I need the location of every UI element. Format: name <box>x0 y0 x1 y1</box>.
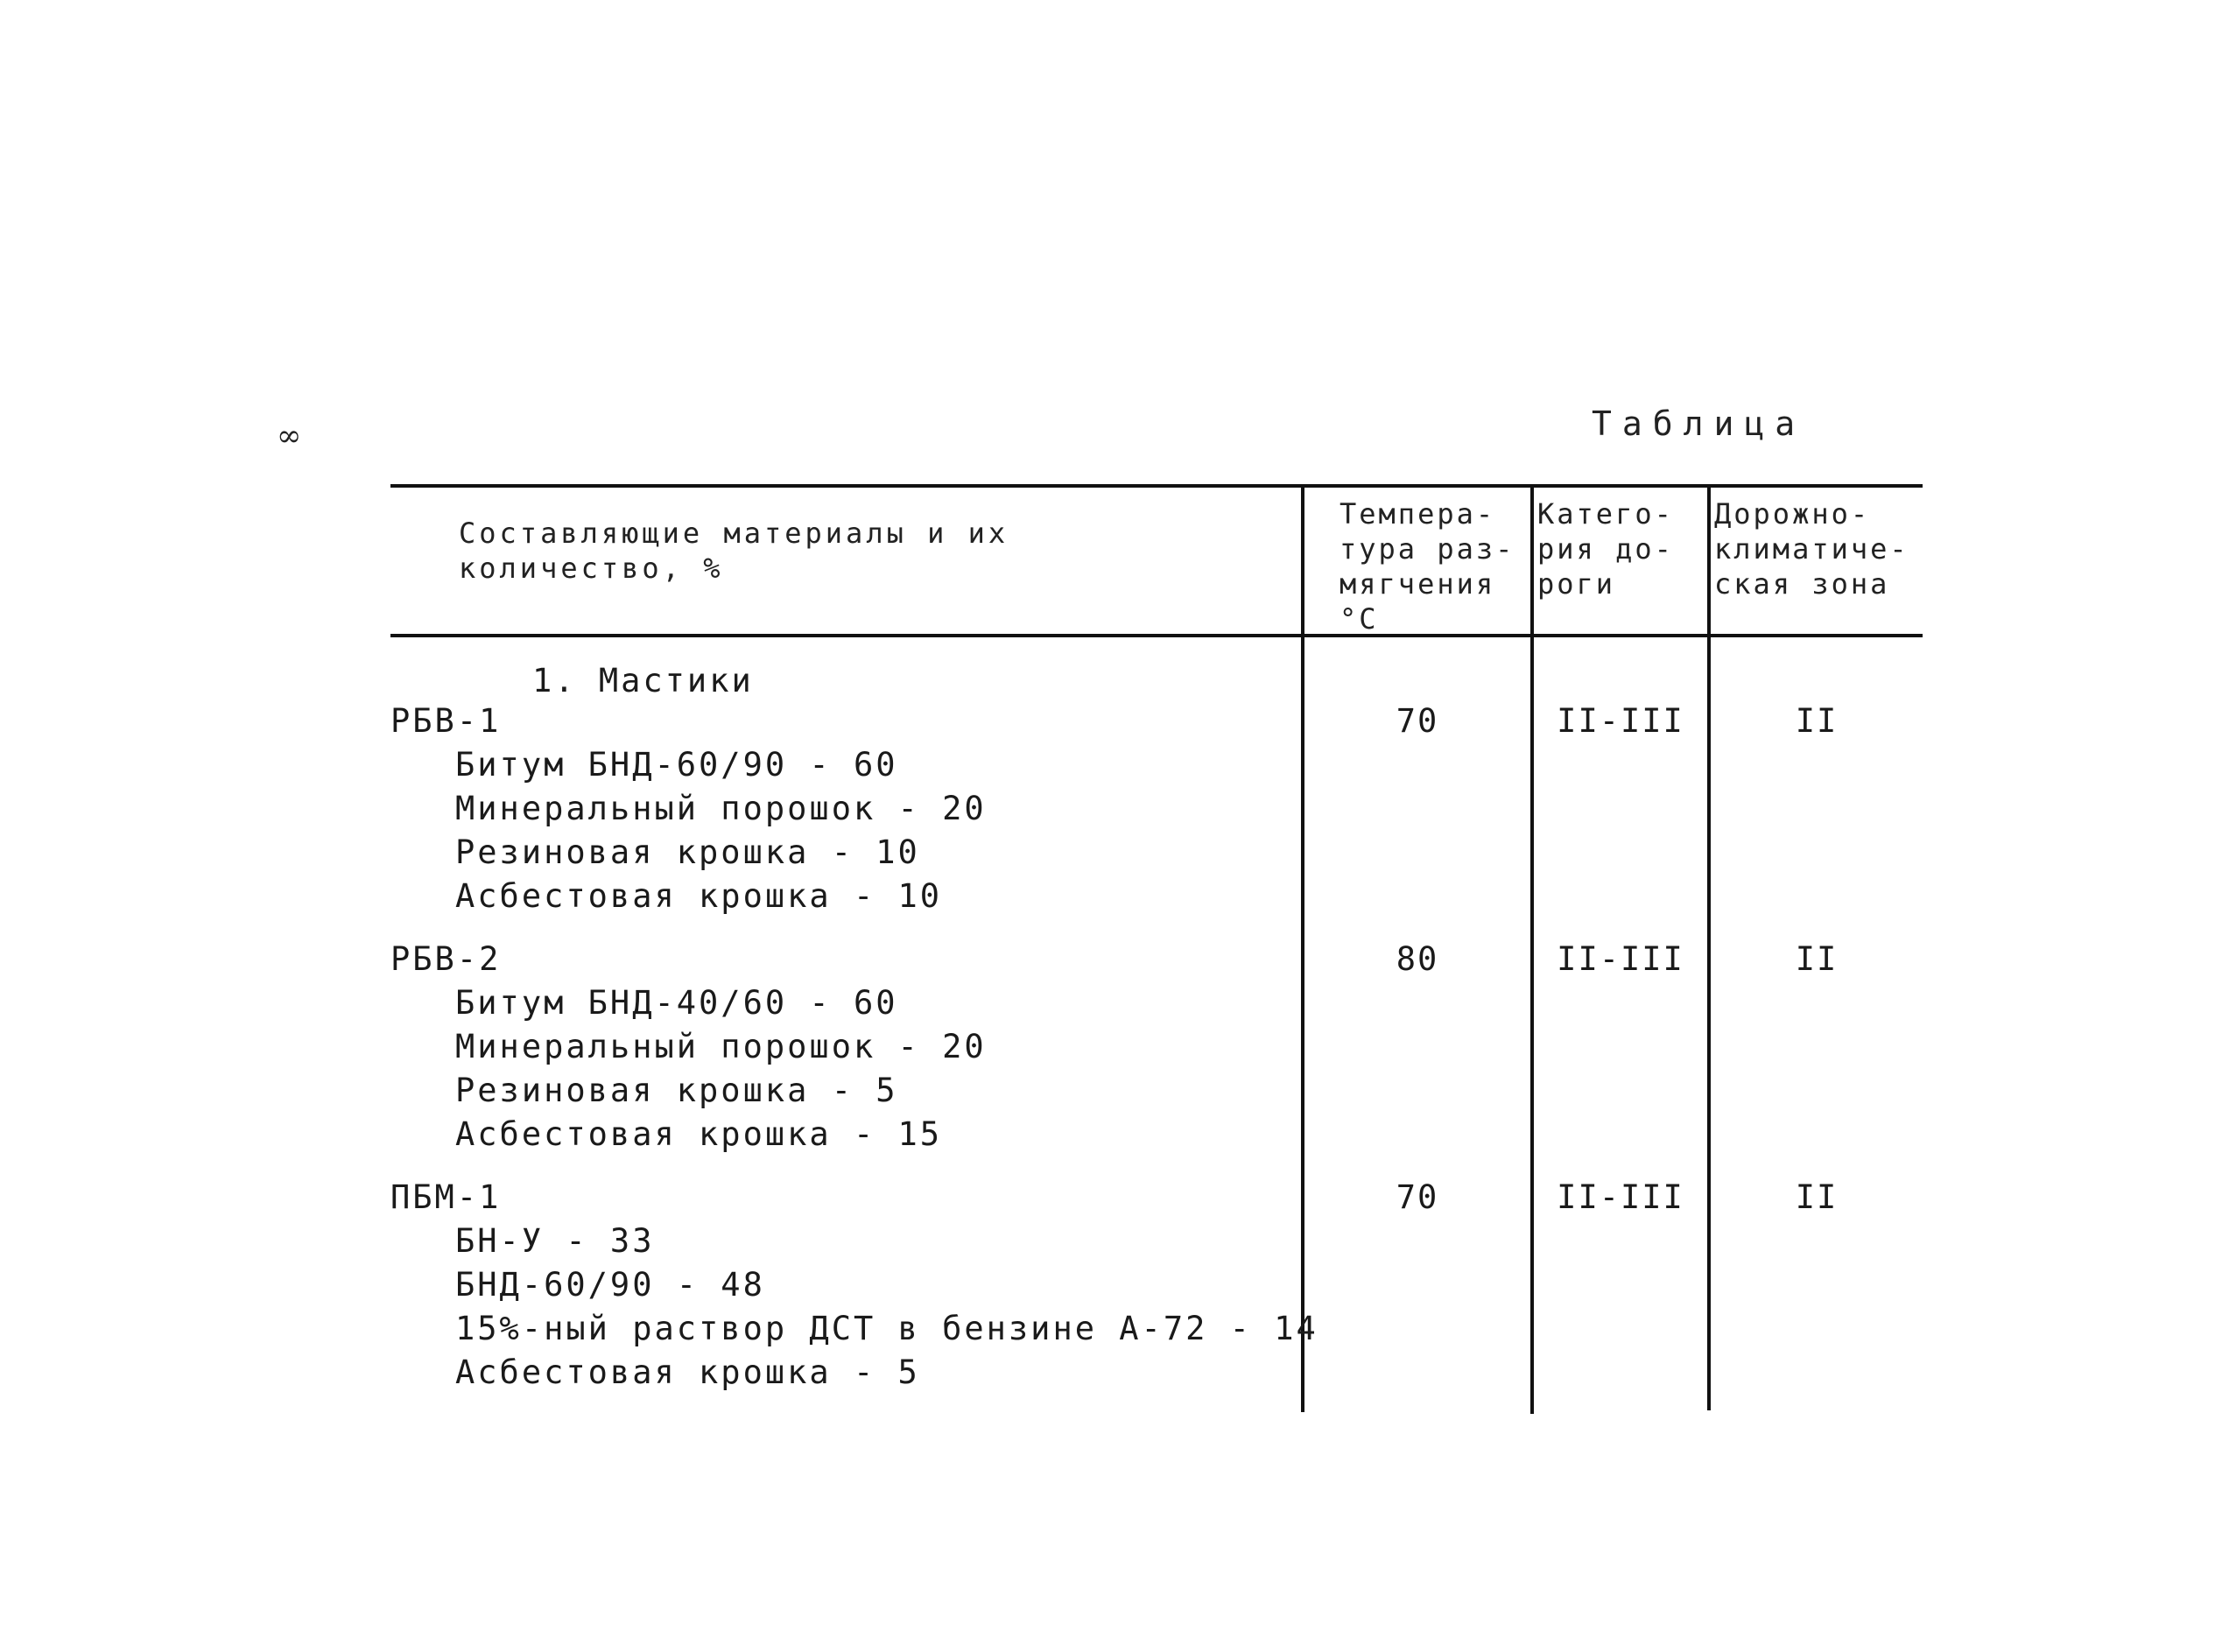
row-name: РБВ-2 <box>390 940 502 978</box>
row-item: Битум БНД-60/90 - 60 <box>455 746 898 784</box>
table-row <box>390 1176 1318 1395</box>
header-zone: Дорожно- климатиче- ская зона <box>1714 497 1909 601</box>
row-name: ПБМ-1 <box>390 1178 502 1216</box>
row-temperature: 80 <box>1396 940 1439 978</box>
row-zone: II <box>1795 940 1839 978</box>
row-category: II-III <box>1557 1178 1684 1216</box>
row-temperature: 70 <box>1396 702 1439 740</box>
row-category: II-III <box>1557 702 1684 740</box>
row-category: II-III <box>1557 940 1684 978</box>
row-item: Резиновая крошка - 10 <box>455 833 920 871</box>
row-item: Резиновая крошка - 5 <box>455 1072 898 1109</box>
table-row <box>390 938 1301 1156</box>
row-item: 15%-ный раствор ДСТ в бензине А-72 - 14 <box>455 1310 1318 1347</box>
row-item: Асбестовая крошка - 5 <box>455 1353 920 1391</box>
header-materials: Составляющие материалы и их количество, % <box>459 517 1009 585</box>
header-category: Катего- рия до- роги <box>1537 497 1674 601</box>
table-caption: Таблица <box>1592 404 1806 443</box>
materials-table <box>390 484 1923 1412</box>
table-top-rule <box>390 484 1923 488</box>
row-item: Асбестовая крошка - 10 <box>455 877 943 915</box>
row-zone: II <box>1795 1178 1839 1216</box>
row-temperature: 70 <box>1396 1178 1439 1216</box>
row-zone: II <box>1795 702 1839 740</box>
page-number-mark: ∞ <box>277 418 302 453</box>
row-item: Асбестовая крошка - 15 <box>455 1115 943 1153</box>
row-item: Битум БНД-40/60 - 60 <box>455 984 898 1022</box>
row-item: БНД-60/90 - 48 <box>455 1266 765 1304</box>
section-title: 1. Мастики <box>532 662 754 699</box>
table-row <box>390 699 1301 918</box>
row-item: Минеральный порошок - 20 <box>455 1028 987 1065</box>
row-item: БН-У - 33 <box>455 1222 655 1260</box>
header-temperature: Темпера- тура раз- мягчения °С <box>1340 497 1515 636</box>
row-item: Минеральный порошок - 20 <box>455 790 987 827</box>
header-bottom-rule <box>390 634 1923 637</box>
row-name: РБВ-1 <box>390 702 502 740</box>
